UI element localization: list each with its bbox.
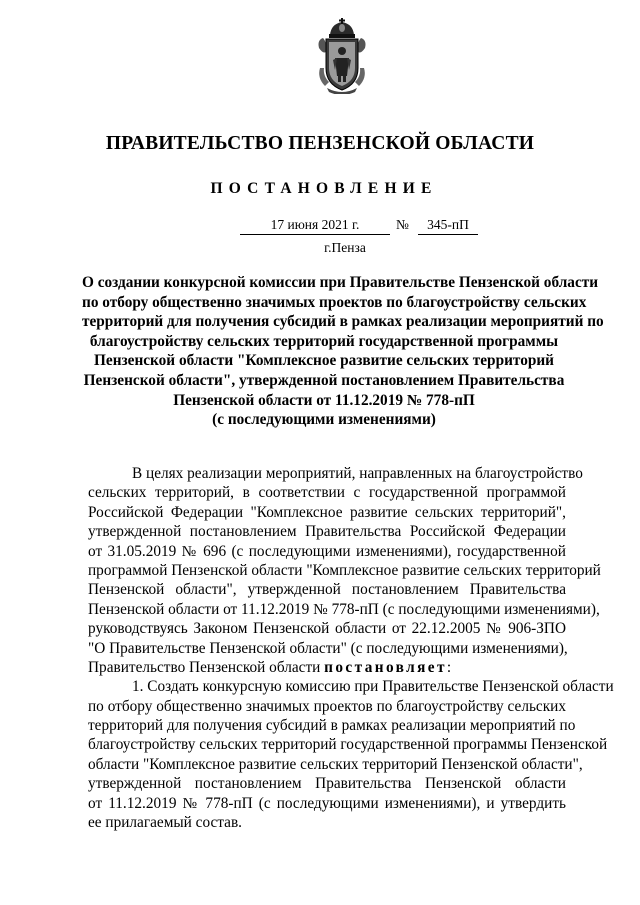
body-line: от 11.12.2019 № 778-пП (с последующими изменениями), и утвердить <box>88 794 566 812</box>
body-line: "О Правительстве Пензенской области" (с последующими изменениями), <box>88 639 568 657</box>
subject-line: Пензенской области "Комплексное развитие сельских территорий <box>94 352 554 370</box>
body-line: В целях реализации мероприятий, направленных на благоустройство <box>132 465 583 482</box>
body-line: 1. Создать конкурсную комиссию при Правительстве Пензенской области <box>132 678 614 696</box>
body-line: утвержденной постановлением Правительства Пензенской области <box>88 775 566 793</box>
subject-line: (с последующими изменениями) <box>212 411 436 429</box>
subject-line: Пензенской области", утвержденной постановлением Правительства <box>83 371 565 389</box>
body-line: территорий для получения субсидий в рамках реализации мероприятий по <box>88 717 576 735</box>
body-line: ее прилагаемый состав. <box>88 814 242 832</box>
document-body <box>88 464 614 832</box>
subject-line: по отбору общественно значимых проектов по благоустройству сельских <box>82 293 587 311</box>
body-line: сельских территорий, в соответствии с государственной программой <box>88 484 566 502</box>
coat-of-arms-emblem <box>317 18 367 94</box>
government-title: ПРАВИТЕЛЬСТВО ПЕНЗЕНСКОЙ ОБЛАСТИ <box>105 133 535 154</box>
body-line: от 31.05.2019 № 696 (с последующими изменениями), государственной <box>88 542 566 560</box>
subject-line: Пензенской области от 11.12.2019 № 778-пП <box>173 391 475 409</box>
subject-line: благоустройству сельских территорий государственной программы <box>89 332 559 350</box>
resolution-keyword: постановляет <box>324 658 447 676</box>
body-line: утвержденной постановлением Правительства Российской Федерации <box>88 523 566 541</box>
document-number: 345-пП <box>418 216 478 235</box>
body-line: Пензенской области от 11.12.2019 № 778-пП (с последующими изменениями), <box>88 600 600 618</box>
body-line: Пензенской области", утвержденной постановлением Правительства <box>88 581 566 599</box>
resolution-suffix: : <box>446 658 452 676</box>
document-type: ПОСТАНОВЛЕНИЕ <box>210 180 438 197</box>
body-line: руководствуясь Законом Пензенской области от 22.12.2005 № 906-ЗПО <box>88 620 566 638</box>
body-line: Российской Федерации "Комплексное развитие сельских территорий", <box>88 503 566 521</box>
document-subject <box>82 273 604 430</box>
resolution-prefix: Правительство Пензенской области <box>88 658 325 676</box>
body-line: программой Пензенской области "Комплексное развитие сельских территорий <box>88 561 601 579</box>
body-line: по отбору общественно значимых проектов по благоустройству сельских <box>88 697 566 715</box>
city-name: г.Пенза <box>324 240 366 255</box>
document-date: 17 июня 2021 г. <box>240 216 390 235</box>
subject-line: территорий для получения субсидий в рамках реализации мероприятий по <box>82 313 604 331</box>
body-line: области "Комплексное развитие сельских территорий Пензенской области", <box>88 755 583 773</box>
number-sign: № <box>396 217 409 232</box>
subject-line: О создании конкурсной комиссии при Правительстве Пензенской области <box>82 274 599 291</box>
body-line: благоустройству сельских территорий государственной программы Пензенской <box>88 736 608 754</box>
body-line-resolution <box>88 658 566 677</box>
